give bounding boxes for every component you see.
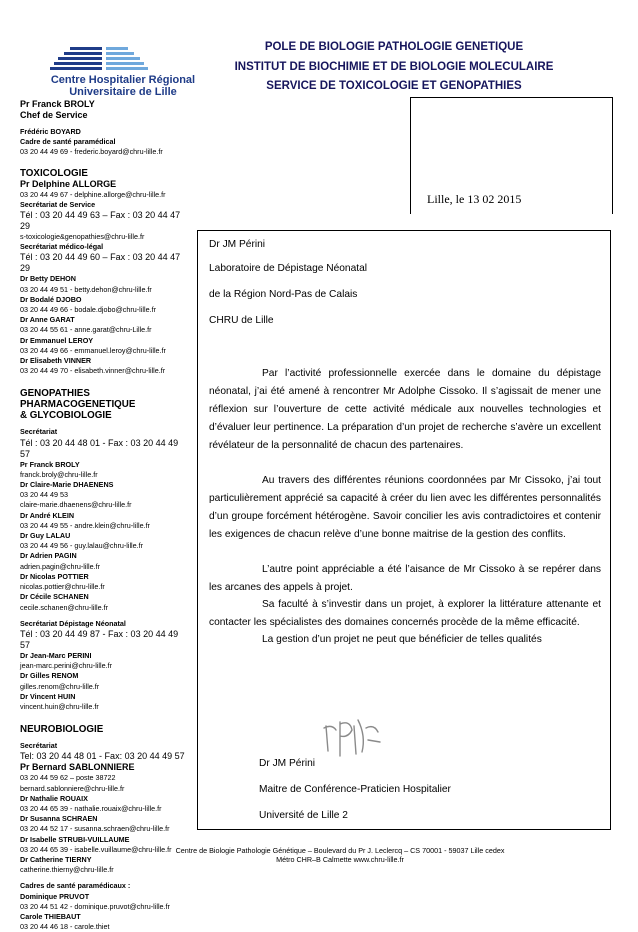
dep-sec-tel: Tél : 03 20 44 49 87 - Fax : 03 20 44 49 57 bbox=[20, 628, 179, 650]
chru-logo bbox=[18, 18, 196, 98]
cadres-label: Cadres de santé paramédicaux : bbox=[20, 881, 131, 891]
header-service: SERVICE DE TOXICOLOGIE ET GENOPATHIES bbox=[266, 80, 522, 92]
signatory-title: Maitre de Conférence-Praticien Hospitalier bbox=[259, 784, 451, 795]
staff-sidebar bbox=[20, 99, 190, 932]
neuro-head-contact1: 03 20 44 59 62 – poste 38722 bbox=[20, 773, 116, 783]
tox-head-contact: 03 20 44 49 67 - delphine.allorge@chru-lille.fr bbox=[20, 189, 166, 199]
recipient-region: de la Région Nord-Pas de Calais bbox=[209, 289, 358, 300]
cadre3-name: Carole THIEBAUT bbox=[20, 911, 81, 921]
logo-graphic-icon bbox=[40, 46, 160, 74]
geno-sec-tel: Tél : 03 20 44 48 01 - Fax : 03 20 44 49 57 bbox=[20, 437, 179, 459]
logo-line2: Universitaire de Lille bbox=[69, 86, 177, 98]
letter-body bbox=[197, 230, 611, 830]
neuro-head-name: Pr Bernard SABLONNIERE bbox=[20, 762, 135, 773]
tox-sec-mail: s-toxicologie&genopathies@chru-lille.fr bbox=[20, 232, 145, 242]
recipient-lab: Laboratoire de Dépistage Néonatal bbox=[209, 263, 368, 274]
recipient-hospital: CHRU de Lille bbox=[209, 315, 274, 326]
tox-person: Dr Betty DEHON 03 20 44 49 51 - betty.dehon@chru-lille.fr bbox=[20, 274, 152, 294]
dep-person: Dr Jean-Marc PERINI jean-marc.perini@chru-lille.fr bbox=[20, 650, 112, 671]
dep-sec-label: Secrétariat Dépistage Néonatal bbox=[20, 618, 126, 628]
dep-person: Dr Vincent HUIN vincent.huin@chru-lille.fr bbox=[20, 691, 99, 711]
section-title-genopathies: GENOPATHIES bbox=[20, 388, 90, 400]
paragraph-4: Sa faculté à s’investir dans un projet, à explorer la littérature attenante et contacter les spécialistes des domaines concernés procède de la même efficacité. bbox=[209, 599, 601, 628]
neuro-person: Dr Susanna SCHRAEN 03 20 44 52 17 - susanna.schraen@chru-lille.fr bbox=[20, 814, 170, 834]
neuro-person: Dr Nathalie ROUAIX 03 20 44 65 39 - nathalie.rouaix@chru-lille.fr bbox=[20, 793, 162, 813]
recipient-name: Dr JM Périni bbox=[209, 239, 266, 250]
cadre-name: Frédéric BOYARD bbox=[20, 127, 81, 136]
section-title-toxicologie: TOXICOLOGIE bbox=[20, 167, 88, 179]
geno-person: Dr Nicolas POTTIER nicolas.pottier@chru-lille.fr bbox=[20, 571, 105, 592]
chef-name: Pr Franck BROLY bbox=[20, 99, 95, 109]
letter-date: Lille, le 13 02 2015 bbox=[427, 192, 522, 206]
header-institut: INSTITUT DE BIOCHIMIE ET DE BIOLOGIE MOLECULAIRE bbox=[234, 61, 554, 73]
geno-person: Dr André KLEIN 03 20 44 49 55 - andre.klein@chru-lille.fr bbox=[20, 510, 150, 530]
neuro-person: Dr Isabelle STRUBI-VUILLAUME 03 20 44 65 39 - isabelle.vuillaume@chru-lille.fr bbox=[20, 834, 172, 854]
neuro-head-contact2: bernard.sablonniere@chru-lille.fr bbox=[20, 783, 125, 793]
header-pole: POLE DE BIOLOGIE PATHOLOGIE GENETIQUE bbox=[264, 41, 524, 53]
cadre3-contact: 03 20 44 46 18 - carole.thiet bbox=[20, 922, 110, 932]
page-footer bbox=[140, 846, 540, 864]
tox-person: Dr Elisabeth VINNER 03 20 44 49 70 - elisabeth.vinner@chru-lille.fr bbox=[20, 356, 166, 376]
geno-person: Pr Franck BROLY franck.broly@chru-lille.fr bbox=[20, 459, 98, 479]
cadre-contact: 03 20 44 49 69 - frederic.boyard@chru-lille.fr bbox=[20, 147, 163, 157]
neuro-sec-tel: Tel: 03 20 44 48 01 - Fax: 03 20 44 49 57 bbox=[20, 751, 185, 762]
tox-person: Dr Bodalé DJOBO 03 20 44 49 66 - bodale.djobo@chru-lille.fr bbox=[20, 294, 156, 315]
paragraph-5: La gestion d’un projet ne peut que bénéficier de telles qualités bbox=[262, 634, 542, 645]
paragraph-3: L’autre point appréciable a été l’aisance de Mr Cissoko à se repérer dans les arcanes des appels à projet. bbox=[209, 564, 601, 593]
geno-person: Dr Claire-Marie DHAENENS 03 20 44 49 53 claire-marie.dhaenens@chru-lille.fr bbox=[20, 480, 132, 510]
cadre-title: Cadre de santé paramédical bbox=[20, 137, 116, 147]
geno-person: Dr Guy LALAU 03 20 44 49 56 - guy.lalau@chru-lille.fr bbox=[20, 531, 144, 551]
tox-head-name: Pr Delphine ALLORGE bbox=[20, 178, 117, 189]
cadre2-name: Dominique PRUVOT bbox=[20, 891, 90, 901]
section-title-neurobiologie: NEUROBIOLOGIE bbox=[20, 724, 104, 736]
tox-sec-label: Secrétariat de Service bbox=[20, 199, 96, 209]
footer-web: Métro CHR–B Calmette www.chru-lille.fr bbox=[276, 855, 404, 864]
cadre2-contact: 03 20 44 51 42 - dominique.pruvot@chru-lille.fr bbox=[20, 901, 170, 911]
geno-sec-label: Secrétariat bbox=[20, 427, 58, 437]
paragraph-2: Au travers des différentes réunions coordonnées par Mr Cissoko, j’ai tout particulièrement apprécié sa capacité à créer du lien avec les différentes personnalités d’un groupe forcément hétérogène. Savoir concilier les avis contradictoires et contenir les exigences de chacun relève d’une bonne maitrise de la gestion des conflits. bbox=[209, 475, 601, 540]
paragraph-1: Par l’activité professionnelle exercée dans le domaine du dépistage néonatal, j’ai été amené à rencontrer Mr Adolphe Cissoko. Il s’agissait de mener une réflexion sur l’ouverture de cette activité médicale aux nouvelles technologies et d’évaluer leur pertinence. La préparation d’un projet de recherche s’avère un excellent révélateur de la personnalité de chacun des partenaires. bbox=[209, 368, 601, 451]
section-title-pharmacogenetique: PHARMACOGENETIQUE bbox=[20, 399, 136, 411]
dep-person: Dr Gilles RENOM gilles.renom@chru-lille.fr bbox=[20, 671, 100, 691]
tox-person: Dr Emmanuel LEROY 03 20 44 49 66 - emmanuel.leroy@chru-lille.fr bbox=[20, 335, 166, 355]
neuro-person: Dr Catherine TIERNY catherine.thierny@chru-lille.fr bbox=[20, 854, 114, 875]
tox-person: Dr Anne GARAT 03 20 44 55 61 - anne.garat@chru-Lille.fr bbox=[20, 315, 152, 335]
geno-person: Dr Cécile SCHANEN cecile.schanen@chru-lille.fr bbox=[20, 592, 108, 612]
chef-title: Chef de Service bbox=[20, 110, 88, 120]
neuro-sec-label: Secrétariat bbox=[20, 741, 58, 751]
tox-sec-ml-tel: Tél : 03 20 44 49 60 – Fax : 03 20 44 47 29 bbox=[20, 252, 181, 274]
geno-person: Dr Adrien PAGIN adrien.pagin@chru-lille.fr bbox=[20, 551, 101, 571]
signatory-university: Université de Lille 2 bbox=[259, 810, 348, 821]
footer-address: Centre de Biologie Pathologie Génétique – Boulevard du Pr J. Leclercq – CS 70001 - 59037 Lille cedex bbox=[175, 846, 505, 855]
section-title-glycobiologie: & GLYCOBIOLOGIE bbox=[20, 410, 112, 422]
tox-sec-ml-label: Secrétariat médico-légal bbox=[20, 242, 104, 252]
logo-line1: Centre Hospitalier Régional bbox=[50, 74, 196, 86]
tox-sec-tel: Tél : 03 20 44 49 63 – Fax : 03 20 44 47 29 bbox=[20, 210, 181, 232]
signatory-name: Dr JM Périni bbox=[259, 758, 316, 769]
